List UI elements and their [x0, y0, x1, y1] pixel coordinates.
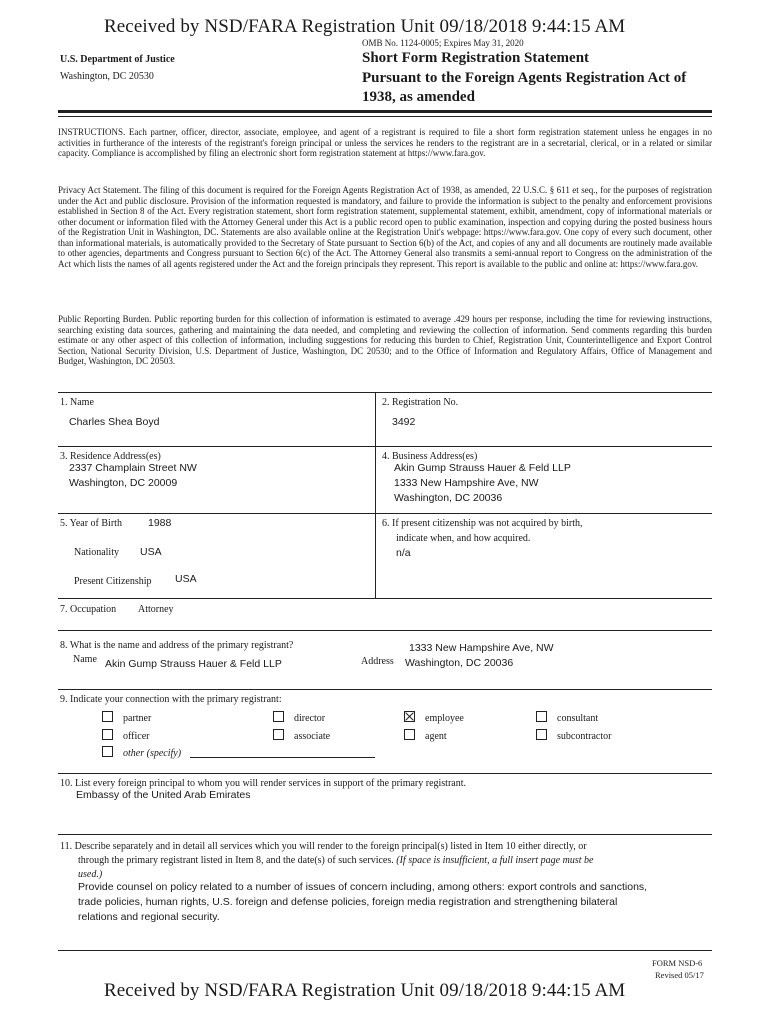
checkbox-associate-box[interactable] [273, 729, 284, 740]
checkbox-partner[interactable] [102, 711, 151, 724]
checkbox-agent[interactable] [404, 729, 447, 742]
checkbox-employee-label: employee [425, 713, 464, 724]
form-revised-date: Revised 05/17 [655, 970, 704, 980]
checkbox-director-box[interactable] [273, 711, 284, 722]
checkbox-other[interactable] [102, 746, 181, 759]
header-rule-thick [58, 110, 712, 113]
form-title-line3: 1938, as amended [362, 89, 475, 105]
q6-label-line1: 6. If present citizenship was not acquired by birth, [382, 518, 583, 529]
q8-address-label: Address [361, 656, 394, 667]
received-stamp-bottom: Received by NSD/FARA Registration Unit 09/18/2018 9:44:15 AM [104, 980, 626, 1001]
instructions-paragraph: INSTRUCTIONS. Each partner, officer, director, associate, employee, and agent of a registrant is required to file a short form registration statement unless he engages in no activities in furtherance of the interests of the registrant's foreign principal or unless the services he renders to the registrant are in a secretarial, clerical, or in a related or similar capacity. Compliance is accomplished by filing an electronic short form registration statement at https://www.fara.gov. [58, 127, 712, 158]
services-description-line3[interactable]: relations and regional security. [78, 911, 220, 923]
checkbox-subcontractor[interactable] [536, 729, 611, 742]
citizenship-label: Present Citizenship [74, 576, 152, 587]
year-of-birth-value[interactable]: 1988 [148, 517, 172, 529]
business-address-line2[interactable]: 1333 New Hampshire Ave, NW [394, 477, 539, 489]
checkbox-consultant-box[interactable] [536, 711, 547, 722]
form-top-rule [58, 392, 712, 393]
rule-after-primary-registrant [58, 689, 712, 690]
primary-registrant-address-line2[interactable]: Washington, DC 20036 [405, 657, 514, 669]
services-description-line1[interactable]: Provide counsel on policy related to a number of issues of concern including, among others: export controls and sanctions, [78, 881, 648, 893]
residence-address-line2[interactable]: Washington, DC 20009 [69, 477, 178, 489]
business-address-line1[interactable]: Akin Gump Strauss Hauer & Feld LLP [394, 462, 571, 474]
checkbox-agent-label: agent [425, 731, 447, 742]
name-value[interactable]: Charles Shea Boyd [69, 416, 160, 428]
checkbox-officer-label: officer [123, 731, 150, 742]
checkbox-employee-box[interactable] [404, 711, 415, 722]
q8-name-label: Name [73, 654, 97, 665]
q6-label-line2: indicate when, and how acquired. [396, 533, 531, 544]
checkbox-director[interactable] [273, 711, 325, 724]
department-city: Washington, DC 20530 [60, 71, 154, 82]
q4-label: 4. Business Address(es) [382, 451, 478, 462]
citizenship-value[interactable]: USA [175, 573, 197, 585]
checkbox-partner-box[interactable] [102, 711, 113, 722]
q8-label: 8. What is the name and address of the primary registrant? [60, 640, 294, 651]
rule-after-occupation [58, 630, 712, 631]
other-specify-line[interactable] [190, 757, 375, 758]
checkbox-other-box[interactable] [102, 746, 113, 757]
form-title-line1: Short Form Registration Statement [362, 50, 590, 66]
public-burden-paragraph: Public Reporting Burden. Public reporting burden for this collection of information is estimated to average .429 hours per response, including the time for reviewing instructions, searching existing data sources, gathering and maintaining the data needed, and completing and reviewing the collection of information. Send comments regarding this burden estimate or any other aspect of this collection of information, including suggestions for reducing this burden to Chief, Registration Unit, Counterintelligence and Export Control Section, National Security Division, U.S. Department of Justice, Washington, DC 20530; and to the Office of Information and Regulatory Affairs, Office of Management and Budget, Washington, DC 20503. [58, 314, 712, 366]
checkbox-officer-box[interactable] [102, 729, 113, 740]
privacy-act-paragraph: Privacy Act Statement. The filing of this document is required for the Foreign Agents Registration Act of 1938, as amended, 22 U.S.C. § 611 et seq., for the purposes of registration under the Act and public disclosure. Provision of the information requested is mandatory, and failure to provide the information is subject to the penalty and enforcement provisions established in Section 8 of the Act. Every registration statement, short form registration statement, supplemental statement, exhibit, amendment, copy of informational materials or other document or information filed with the Attorney General under this Act is a public record open to public examination, inspection and copying during the posted business hours of the Registration Unit in Washington, DC. Statements are also available online at the Registration Unit's webpage: https://www.fara.gov. One copy of every such document, other than informational materials, is automatically provided to the Secretary of State pursuant to Section 6(b) of the Act, and copies of any and all documents are routinely made available to other agencies, departments and Congress pursuant to Section 6(c) of the Act. The Attorney General also transmits a semi-annual report to Congress on the administration of the Act which lists the names of all agents registered under the Act and the foreign principals they represent. This report is available to the public and online at: https://www.fara.gov. [58, 185, 712, 269]
checkbox-employee[interactable] [404, 711, 464, 724]
checkbox-subcontractor-label: subcontractor [557, 731, 612, 742]
business-address-line3[interactable]: Washington, DC 20036 [394, 492, 503, 504]
checkbox-partner-label: partner [123, 713, 152, 724]
checkbox-officer[interactable] [102, 729, 149, 742]
services-description-line2[interactable]: trade policies, human rights, U.S. foreign and defense policies, foreign media registration and strengthening bilateral [78, 896, 618, 908]
registration-number-value[interactable]: 3492 [392, 416, 416, 428]
checkbox-consultant[interactable] [536, 711, 598, 724]
omb-number: OMB No. 1124-0005; Expires May 31, 2020 [362, 38, 524, 48]
q11-label-line1: 11. Describe separately and in detail all services which you will render to the foreign principal(s) listed in Item 10 either directly, or [60, 841, 587, 852]
residence-address-line1[interactable]: 2337 Champlain Street NW [69, 462, 197, 474]
rule-after-row3 [58, 598, 712, 599]
q11-label-italic: (If space is insufficient, a full insert page must be [396, 855, 594, 866]
q11-label-line3: used.) [78, 869, 103, 880]
q2-label: 2. Registration No. [382, 397, 459, 408]
nationality-label: Nationality [74, 547, 119, 558]
rule-after-connection [58, 773, 712, 774]
checkbox-director-label: director [294, 713, 326, 724]
citizenship-acquired-value[interactable]: n/a [396, 547, 411, 559]
form-center-divider [375, 392, 376, 599]
checkbox-subcontractor-box[interactable] [536, 729, 547, 740]
department-name: U.S. Department of Justice [60, 54, 175, 65]
q1-label: 1. Name [60, 397, 94, 408]
q3-label: 3. Residence Address(es) [60, 451, 161, 462]
rule-after-row2 [58, 513, 712, 514]
checkbox-consultant-label: consultant [557, 713, 599, 724]
occupation-value[interactable]: Attorney [138, 604, 174, 615]
q11-label-line2 [78, 855, 593, 866]
primary-registrant-name-value[interactable]: Akin Gump Strauss Hauer & Feld LLP [105, 658, 282, 670]
rule-after-row1 [58, 446, 712, 447]
form-title-line2: Pursuant to the Foreign Agents Registration Act of [362, 70, 687, 86]
nationality-value[interactable]: USA [140, 546, 162, 558]
received-stamp-top: Received by NSD/FARA Registration Unit 09/18/2018 9:44:15 AM [104, 16, 626, 37]
checkbox-agent-box[interactable] [404, 729, 415, 740]
foreign-principal-value[interactable]: Embassy of the United Arab Emirates [76, 789, 251, 801]
q10-label: 10. List every foreign principal to whom you will render services in support of the primary registrant. [60, 778, 467, 789]
q5-label: 5. Year of Birth [60, 518, 122, 529]
q9-label: 9. Indicate your connection with the primary registrant: [60, 694, 282, 705]
checkbox-other-label: other (specify) [123, 748, 182, 759]
primary-registrant-address-line1[interactable]: 1333 New Hampshire Ave, NW [409, 642, 554, 654]
rule-after-services [58, 950, 712, 951]
rule-after-foreign-principal [58, 834, 712, 835]
form-number: FORM NSD-6 [652, 958, 703, 968]
q7-label: 7. Occupation [60, 604, 117, 615]
checkbox-associate[interactable] [273, 729, 330, 742]
header-rule-thin [58, 116, 712, 117]
checkbox-associate-label: associate [294, 731, 331, 742]
q11-label-line2-text: through the primary registrant listed in Item 8, and the date(s) of such services. [78, 855, 394, 866]
